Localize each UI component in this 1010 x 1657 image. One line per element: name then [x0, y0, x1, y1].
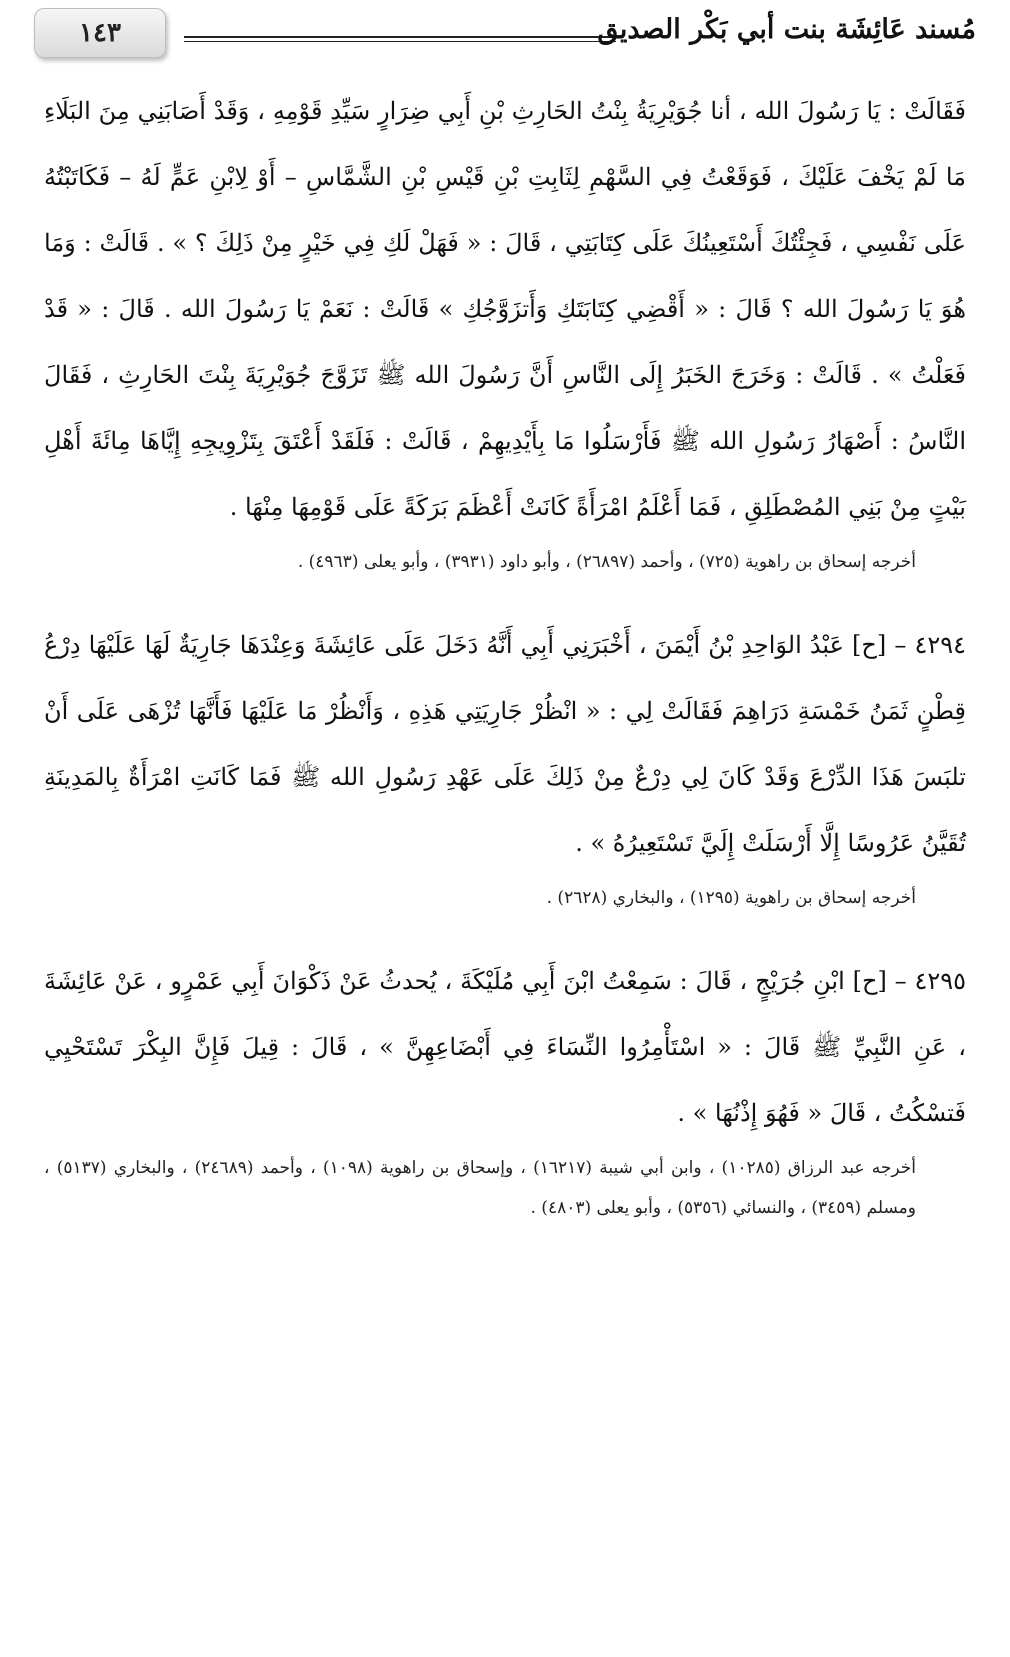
hadith-text: فَقَالَتْ : يَا رَسُولَ الله ، أنا جُوَيْرِيَةُ بِنْتُ الحَارِثِ بْنِ أَبِي ضِرَارٍ سَيِّدِ قَوْمِهِ ، وَقَدْ أَصَابَنِي مِنَ البَلَاءِ مَا لَمْ يَخْفَ عَلَيْكَ ، فَوَقَعْتُ فِي السَّهْمِ لِثَابِتِ بْنِ قَيْسِ بْنِ الشَّمَّاسِ – أَوْ لِابْنِ عَمٍّ لَهُ – فَكَاتَبْتُهُ عَلَى نَفْسِي ، فَجِئْتُكَ أَسْتَعِينُكَ عَلَى كِتَابَتِي ، قَالَ : « فَهَلْ لَكِ فِي خَيْرٍ مِنْ ذَلِكَ ؟ » . قَالَتْ : وَمَا هُوَ يَا رَسُولَ الله ؟ قَالَ : « أَقْضِي كِتَابَتَكِ وَأَتزَوَّجُكِ » قَالَتْ : نَعَمْ يَا رَسُولَ الله . قَالَ : « قَدْ فَعَلْتُ » . قَالَتْ : وَخَرَجَ الخَبَرُ إِلَى النَّاسِ أَنَّ رَسُولَ الله ﷺ تَزَوَّجَ جُوَيْرِيَةَ بِنْتَ الحَارِثِ ، فَقَالَ النَّاسُ : أَصْهَارُ رَسُولِ الله ﷺ فَأَرْسَلُوا مَا بِأَيْدِيهِمْ ، قَالَتْ : فَلَقَدْ أَعْتَقَ بِتَزْوِيجِهِ إِيَّاهَا مِائَةَ أَهْلِ بَيْتٍ مِنْ بَنِي المُصْطَلِقِ ، فَمَا أَعْلَمُ امْرَأَةً كَانَتْ أَعْظَمَ بَرَكَةً عَلَى قَوْمِهَا مِنْهَا . — [44, 97, 967, 521]
page-body — [44, 78, 966, 1228]
takhrij-note: أخرجه إسحاق بن راهوية (٧٢٥) ، وأحمد (٢٦٨٩٧) ، وأبو داود (٣٩٣١) ، وأبو يعلى (٤٩٦٣) . — [297, 552, 916, 572]
page-number-tab — [34, 8, 166, 58]
running-title: مُسند عَائِشَة بنت أبي بَكْر الصديق — [597, 14, 976, 45]
page-number: ١٤٣ — [79, 18, 121, 48]
takhrij-note: أخرجه عبد الرزاق (١٠٢٨٥) ، وابن أبي شيبة (١٦٢١٧) ، وإسحاق بن راهوية (١٠٩٨) ، وأحمد (٢٤٦٨٩) ، والبخاري (٥١٣٧) ، ومسلم (٣٤٥٩) ، والنسائي (٥٣٥٦) ، وأبو يعلى (٤٨٠٣) . — [44, 1158, 917, 1218]
hadith-text: ٤٢٩٥ – [ح] ابْنِ جُرَيْجٍ ، قَالَ : سَمِعْتُ ابْنَ أَبِي مُلَيْكَةَ ، يُحدثُ عَنْ ذَكْوَانَ أَبِي عَمْرٍو ، عَنْ عَائِشَةَ ، عَنِ النَّبِيِّ ﷺ قَالَ : « اسْتَأْمِرُوا النِّسَاءَ فِي أَبْضَاعِهِنَّ » ، قَالَ : قِيلَ فَإِنَّ البِكْرَ تَسْتَحْيِي فَتسْكُتُ ، قَالَ « فَهُوَ إِذْنُهَا » . — [44, 967, 966, 1127]
hadith-text: ٤٢٩٤ – [ح] عَبْدُ الوَاحِدِ بْنُ أَيْمَنَ ، أَخْبَرَنِي أَبِي أَنَّهُ دَخَلَ عَلَى عَائِشَةَ وَعِنْدَهَا جَارِيَةٌ لَهَا عَلَيْهَا دِرْعُ قِطْنٍ ثَمَنُ خَمْسَةِ دَرَاهِمَ فَقَالَتْ لِي : « انْظُرْ جَارِيَتِي هَذِهِ ، وَأَنْظُرْ مَا عَلَيْهَا فَأَنَّهَا تُزْهَى عَلَى أَنْ تلبَسَ هَذَا الدِّرْعَ وَقَدْ كَانَ لِي دِرْعٌ مِنْ ذَلِكَ عَلَى عَهْدِ رَسُولِ الله ﷺ فَمَا كَانَتِ امْرَأَةٌ بِالمَدِينَةِ تُقَيَّنُ عَرُوسًا إِلَّا أَرْسَلَتْ إِلَيَّ تَسْتَعِيرُهُ » . — [44, 631, 966, 857]
page-header — [34, 8, 976, 64]
takhrij-note: أخرجه إسحاق بن راهوية (١٢٩٥) ، والبخاري (٢٦٢٨) . — [546, 888, 916, 908]
header-rule — [184, 36, 616, 42]
